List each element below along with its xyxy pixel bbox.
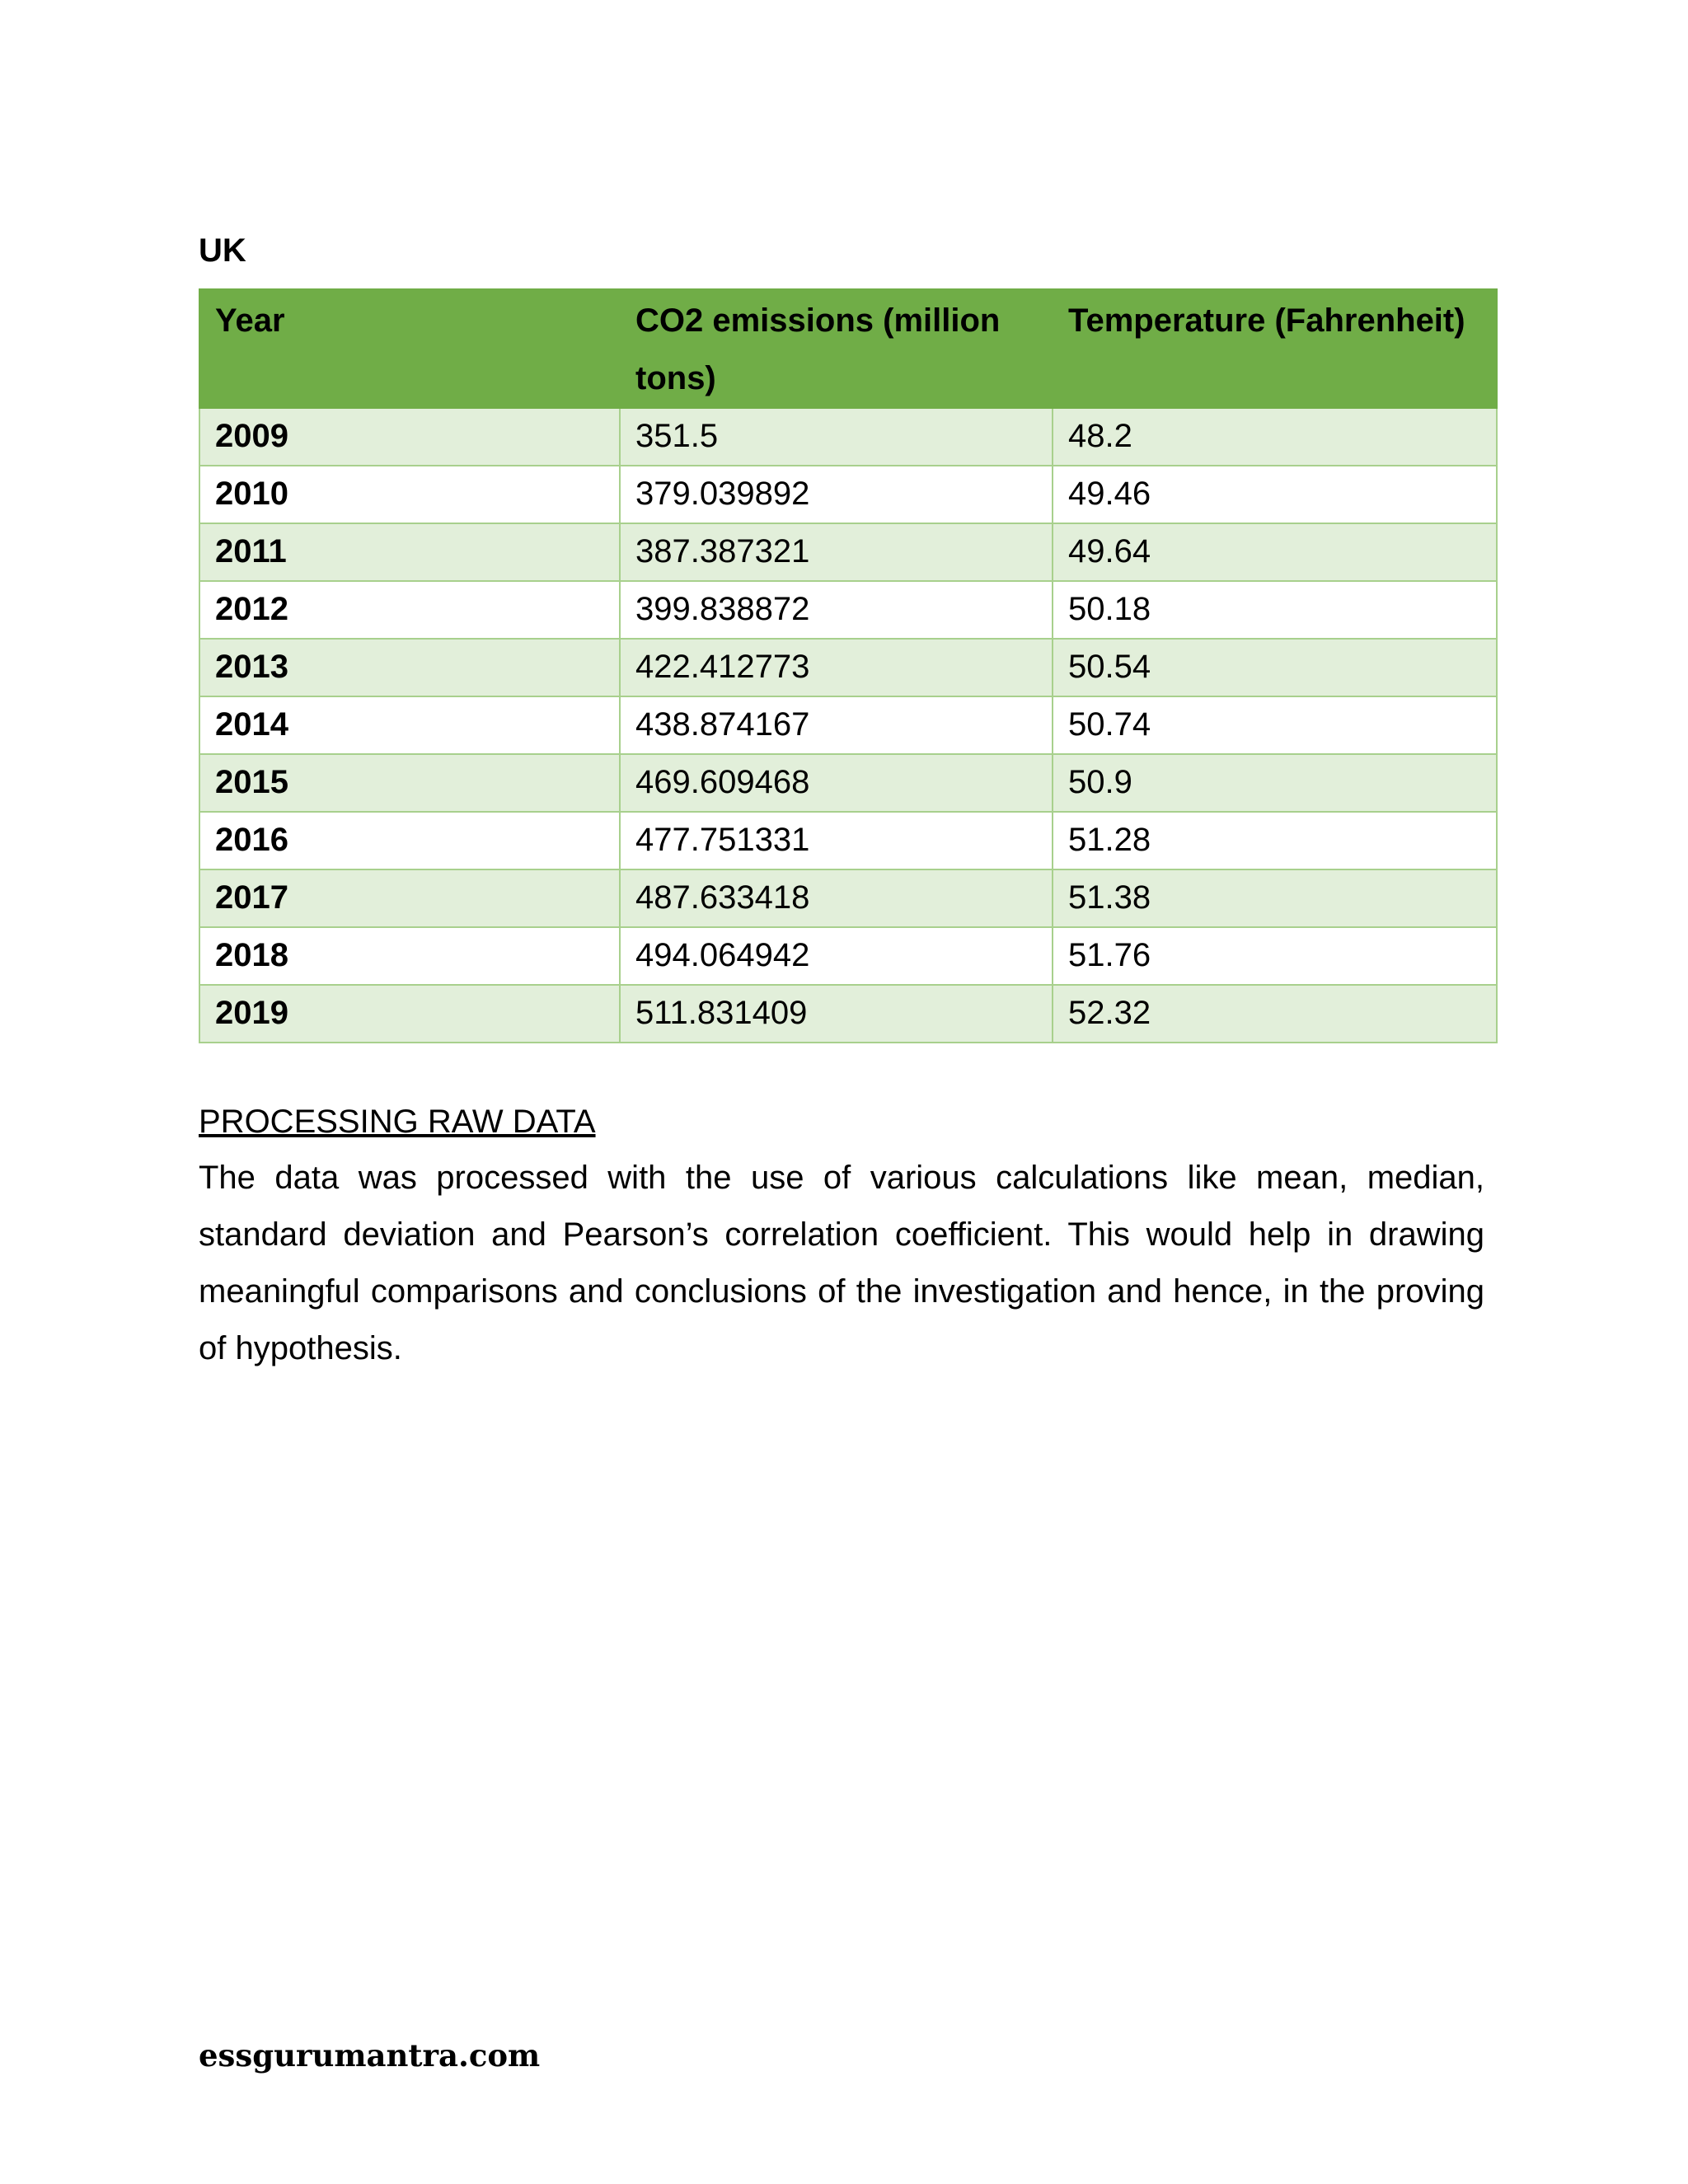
emissions-temperature-table — [199, 288, 1498, 1043]
temperature-cell: 51.38 — [1053, 869, 1497, 927]
co2-cell: 351.5 — [620, 408, 1053, 466]
temperature-cell: 50.74 — [1053, 696, 1497, 754]
co2-cell: 379.039892 — [620, 466, 1053, 523]
temperature-cell: 48.2 — [1053, 408, 1497, 466]
co2-cell: 387.387321 — [620, 523, 1053, 581]
temperature-cell: 50.54 — [1053, 639, 1497, 696]
table-header-row — [199, 289, 1497, 408]
co2-cell: 494.064942 — [620, 927, 1053, 985]
table-row — [199, 523, 1497, 581]
temperature-cell: 50.9 — [1053, 754, 1497, 812]
year-cell: 2018 — [199, 927, 620, 985]
temperature-cell: 51.76 — [1053, 927, 1497, 985]
temperature-cell: 51.28 — [1053, 812, 1497, 869]
table-row — [199, 927, 1497, 985]
table-row — [199, 639, 1497, 696]
year-cell: 2015 — [199, 754, 620, 812]
year-cell: 2013 — [199, 639, 620, 696]
table-row — [199, 466, 1497, 523]
table-row — [199, 754, 1497, 812]
year-cell: 2009 — [199, 408, 620, 466]
co2-cell: 422.412773 — [620, 639, 1053, 696]
header-co2-emissions: CO2 emissions (million tons) — [620, 289, 1053, 408]
body-paragraph: The data was processed with the use of various calculations like mean, median, standard deviation and Pearson’s correlation coefficient. This would help in drawing meaningful comparisons and conclusions of the investigation and hence, in the proving of hypothesis. — [199, 1160, 1484, 1366]
temperature-cell: 49.46 — [1053, 466, 1497, 523]
co2-cell: 438.874167 — [620, 696, 1053, 754]
header-temperature: Temperature (Fahrenheit) — [1053, 289, 1497, 408]
year-cell: 2010 — [199, 466, 620, 523]
table-row — [199, 869, 1497, 927]
co2-cell: 511.831409 — [620, 985, 1053, 1043]
co2-cell: 469.609468 — [620, 754, 1053, 812]
temperature-cell: 52.32 — [1053, 985, 1497, 1043]
year-cell: 2014 — [199, 696, 620, 754]
co2-cell: 487.633418 — [620, 869, 1053, 927]
year-cell: 2012 — [199, 581, 620, 639]
co2-cell: 399.838872 — [620, 581, 1053, 639]
table-row — [199, 408, 1497, 466]
year-cell: 2011 — [199, 523, 620, 581]
temperature-cell: 50.18 — [1053, 581, 1497, 639]
year-cell: 2016 — [199, 812, 620, 869]
year-cell: 2017 — [199, 869, 620, 927]
table-row — [199, 696, 1497, 754]
table-row — [199, 812, 1497, 869]
year-cell: 2019 — [199, 985, 620, 1043]
table-row — [199, 985, 1497, 1043]
header-year: Year — [199, 289, 620, 408]
table-row — [199, 581, 1497, 639]
section-heading: PROCESSING RAW DATA — [199, 1104, 596, 1140]
country-heading: UK — [199, 232, 246, 269]
footer-website: essgurumantra.com — [199, 2037, 541, 2074]
co2-cell: 477.751331 — [620, 812, 1053, 869]
temperature-cell: 49.64 — [1053, 523, 1497, 581]
